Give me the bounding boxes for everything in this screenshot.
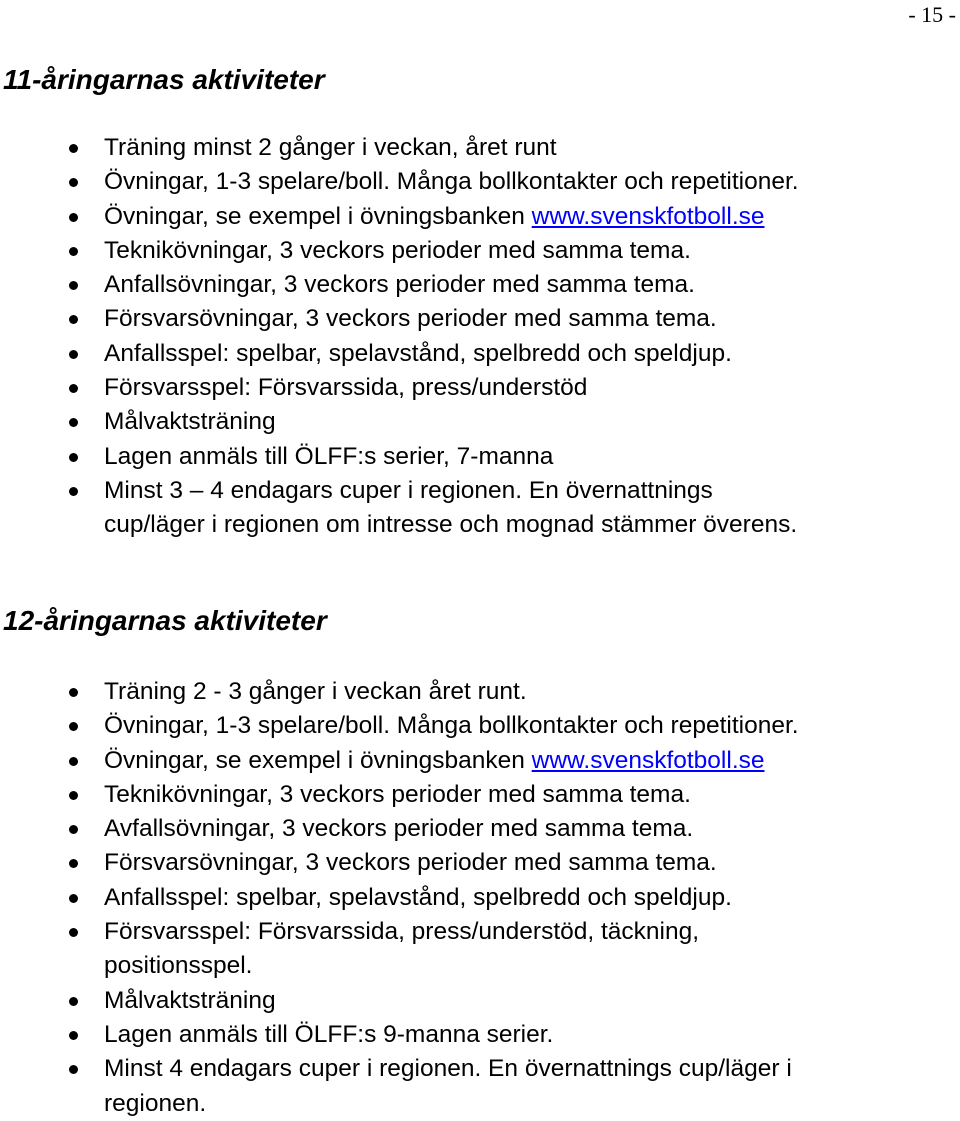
item-text: Försvarsövningar, 3 veckors perioder med samma tema. [104, 305, 717, 333]
item-text: Övningar, 1-3 spelare/boll. Många bollkontakter och repetitioner. [104, 712, 799, 740]
item-text: Försvarsspel: Försvarssida, press/understöd, täckning, [104, 918, 700, 946]
svenskfotboll-link[interactable]: www.svenskfotboll.se [531, 202, 765, 230]
bullet-icon [69, 315, 78, 324]
item-text: Anfallsspel: spelbar, spelavstånd, spelbredd och speldjup. [104, 883, 732, 911]
bullet-icon [69, 825, 78, 834]
item-text: Målvaktsträning [104, 986, 276, 1014]
list-item [0, 200, 960, 234]
bullet-icon [69, 928, 78, 937]
list-item [0, 371, 960, 405]
bullet-icon [69, 757, 78, 766]
list-item [0, 1018, 960, 1052]
item-text: Övningar, se exempel i övningsbanken [104, 202, 532, 230]
bullet-icon [69, 791, 78, 800]
list-item [0, 915, 960, 984]
item-text: Lagen anmäls till ÖLFF:s serier, 7-manna [104, 442, 554, 470]
item-text: Minst 3 – 4 endagars cuper i regionen. En övernattnings [104, 476, 713, 504]
list-item [0, 744, 960, 778]
item-text: Anfallsövningar, 3 veckors perioder med samma tema. [104, 271, 695, 299]
bullet-icon [69, 213, 78, 222]
bullet-icon [69, 418, 78, 427]
item-text-continued: cup/läger i regionen om intresse och mognad stämmer överens. [104, 511, 798, 539]
list-item [0, 812, 960, 846]
activity-list [0, 675, 960, 1121]
list-item [0, 474, 960, 543]
item-text: Träning 2 - 3 gånger i veckan året runt. [104, 678, 527, 705]
item-text-continued: regionen. [104, 1089, 207, 1117]
list-item [0, 165, 960, 199]
list-item [0, 302, 960, 336]
section-heading: 12-åringarnas aktiviteter [3, 605, 327, 636]
item-text: Lagen anmäls till ÖLFF:s 9-manna serier. [104, 1020, 554, 1048]
activity-list [0, 131, 960, 543]
list-item [0, 709, 960, 743]
bullet-icon [69, 1065, 78, 1074]
item-text: Försvarsövningar, 3 veckors perioder med samma tema. [104, 849, 717, 877]
bullet-icon [69, 894, 78, 903]
bullet-icon [69, 487, 78, 496]
item-text: Försvarsspel: Försvarssida, press/understöd [104, 374, 588, 402]
bullet-icon [69, 1031, 78, 1040]
bullet-icon [69, 453, 78, 462]
list-item [0, 778, 960, 812]
item-text: Teknikövningar, 3 veckors perioder med samma tema. [104, 236, 691, 264]
section-11-year-olds [0, 63, 960, 543]
list-item [0, 337, 960, 371]
item-text-continued: positionsspel. [104, 952, 253, 980]
item-text: Avfallsövningar, 3 veckors perioder med samma tema. [104, 815, 694, 843]
bullet-icon [69, 722, 78, 731]
item-text: Minst 4 endagars cuper i regionen. En övernattnings cup/läger i [104, 1055, 792, 1083]
bullet-icon [69, 997, 78, 1006]
svenskfotboll-link[interactable]: www.svenskfotboll.se [531, 746, 765, 774]
bullet-icon [69, 688, 78, 697]
bullet-icon [69, 350, 78, 359]
bullet-icon [69, 144, 78, 153]
page-number: - 15 - [908, 2, 956, 27]
item-text: Målvaktsträning [104, 408, 276, 436]
list-item [0, 1052, 960, 1121]
list-item [0, 440, 960, 474]
bullet-icon [69, 859, 78, 868]
list-item [0, 984, 960, 1018]
list-item [0, 268, 960, 302]
list-item [0, 131, 960, 165]
item-text: Träning minst 2 gånger i veckan, året runt [104, 134, 557, 161]
item-text: Teknikövningar, 3 veckors perioder med samma tema. [104, 780, 691, 808]
section-12-year-olds [0, 604, 960, 1121]
bullet-icon [69, 178, 78, 187]
bullet-icon [69, 384, 78, 393]
list-item [0, 405, 960, 439]
list-item [0, 846, 960, 880]
list-item [0, 675, 960, 709]
section-heading: 11-åringarnas aktiviteter [3, 64, 325, 95]
list-item [0, 234, 960, 268]
bullet-icon [69, 247, 78, 256]
item-text: Övningar, se exempel i övningsbanken [104, 746, 532, 774]
item-text: Anfallsspel: spelbar, spelavstånd, spelbredd och speldjup. [104, 339, 732, 367]
item-text: Övningar, 1-3 spelare/boll. Många bollkontakter och repetitioner. [104, 168, 799, 196]
list-item [0, 881, 960, 915]
bullet-icon [69, 281, 78, 290]
